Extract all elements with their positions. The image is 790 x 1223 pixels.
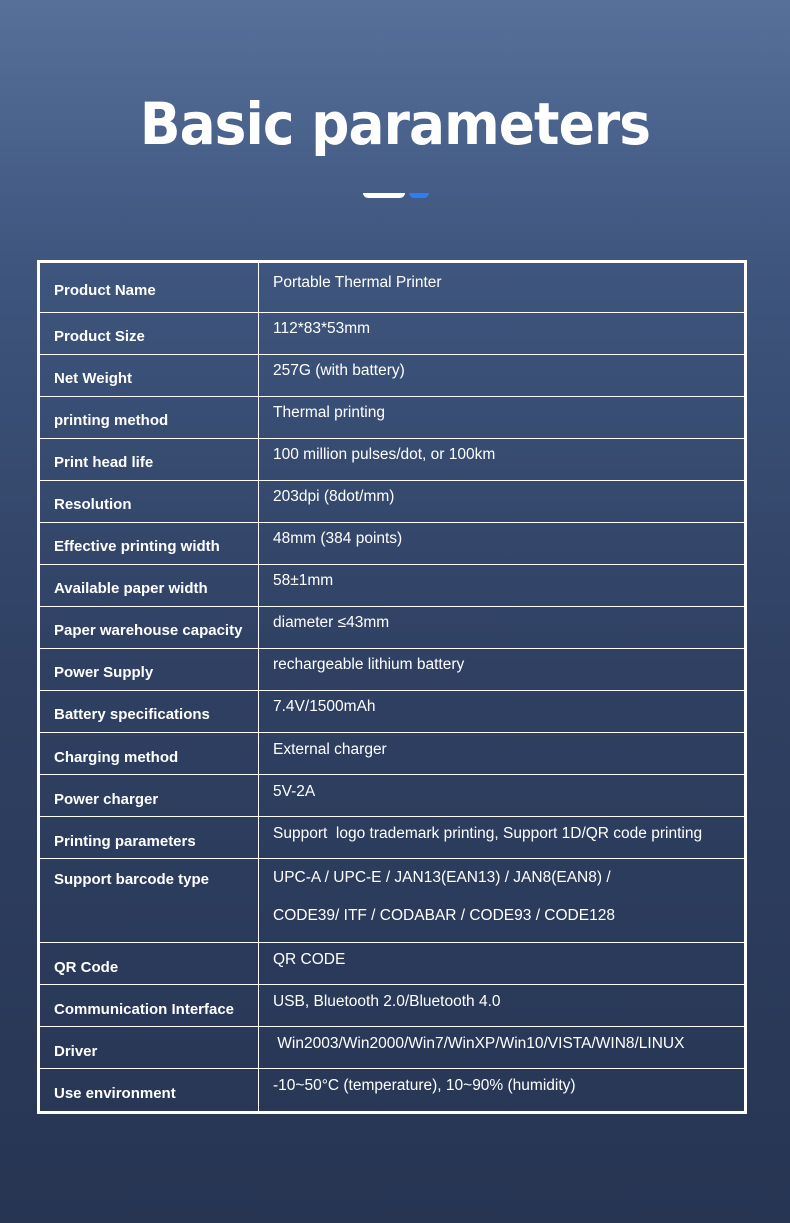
row-label-cell bbox=[40, 396, 259, 438]
row-value: 112*83*53mm bbox=[273, 320, 371, 338]
row-label: Printing parameters bbox=[54, 832, 196, 850]
table-row bbox=[40, 733, 744, 775]
row-value: -10~50°C (temperature), 10~90% (humidity) bbox=[273, 1077, 576, 1095]
row-value-cell bbox=[259, 690, 745, 732]
row-value: 203dpi (8dot/mm) bbox=[273, 488, 395, 506]
row-label: Effective printing width bbox=[54, 538, 220, 556]
row-label-cell bbox=[40, 606, 259, 648]
row-label-cell bbox=[40, 943, 259, 985]
row-label-cell bbox=[40, 775, 259, 817]
divider-segment-blue bbox=[409, 193, 429, 198]
row-label: Driver bbox=[54, 1042, 98, 1060]
table-row bbox=[40, 775, 744, 817]
table-row bbox=[40, 1027, 744, 1069]
row-label-cell bbox=[40, 1069, 259, 1111]
row-value-cell bbox=[259, 943, 745, 985]
page-title: Basic parameters bbox=[139, 90, 651, 158]
row-value: diameter ≤43mm bbox=[273, 614, 390, 632]
title-divider bbox=[363, 193, 429, 199]
row-label-cell bbox=[40, 817, 259, 859]
row-label-cell bbox=[40, 985, 259, 1027]
row-value: 257G (with battery) bbox=[273, 362, 405, 380]
row-label: QR Code bbox=[54, 958, 119, 976]
row-value-cell bbox=[259, 522, 745, 564]
row-label-cell bbox=[40, 438, 259, 480]
row-value: Portable Thermal Printer bbox=[273, 274, 442, 292]
table-row bbox=[40, 522, 744, 564]
row-value-cell bbox=[259, 985, 745, 1027]
row-label-cell bbox=[40, 263, 259, 312]
row-label: Charging method bbox=[54, 748, 179, 766]
row-value: 7.4V/1500mAh bbox=[273, 698, 376, 716]
table-row bbox=[40, 1069, 744, 1111]
row-value: External charger bbox=[273, 740, 387, 758]
row-value-cell bbox=[259, 438, 745, 480]
divider-segment-white bbox=[363, 193, 405, 198]
row-label-cell bbox=[40, 480, 259, 522]
row-value-cell bbox=[259, 480, 745, 522]
row-value-cell bbox=[259, 312, 745, 354]
row-value: 58±1mm bbox=[273, 572, 334, 590]
row-label-cell bbox=[40, 733, 259, 775]
table-row bbox=[40, 263, 744, 312]
row-label-cell bbox=[40, 648, 259, 690]
row-label: Product Size bbox=[54, 328, 145, 346]
parameters-table bbox=[40, 263, 744, 1111]
row-value-continued: CODE39/ ITF / CODABAR / CODE93 / CODE128 bbox=[273, 907, 615, 925]
row-value: 100 million pulses/dot, or 100km bbox=[273, 446, 496, 464]
parameters-table-frame bbox=[37, 260, 747, 1114]
row-value-cell bbox=[259, 606, 745, 648]
row-value: QR CODE bbox=[273, 950, 346, 968]
table-row bbox=[40, 817, 744, 859]
row-label-cell bbox=[40, 1027, 259, 1069]
row-value: 48mm (384 points) bbox=[273, 530, 403, 548]
row-label: Product Name bbox=[54, 282, 156, 300]
row-value-cell bbox=[259, 1069, 745, 1111]
table-row bbox=[40, 985, 744, 1027]
table-row bbox=[40, 312, 744, 354]
row-value: rechargeable lithium battery bbox=[273, 656, 465, 674]
row-value-cell bbox=[259, 733, 745, 775]
row-label-cell bbox=[40, 690, 259, 732]
table-row bbox=[40, 606, 744, 648]
table-row bbox=[40, 396, 744, 438]
row-label: Use environment bbox=[54, 1085, 176, 1103]
row-value: UPC-A / UPC-E / JAN13(EAN13) / JAN8(EAN8) / bbox=[273, 869, 611, 887]
row-label: Power charger bbox=[54, 790, 159, 808]
table-row bbox=[40, 480, 744, 522]
row-value-cell bbox=[259, 775, 745, 817]
table-row bbox=[40, 438, 744, 480]
row-value-cell bbox=[259, 859, 745, 943]
row-label: Communication Interface bbox=[54, 1000, 235, 1018]
row-value-cell bbox=[259, 396, 745, 438]
row-value: 5V-2A bbox=[273, 782, 316, 800]
table-row bbox=[40, 690, 744, 732]
row-label-cell bbox=[40, 522, 259, 564]
row-value-cell bbox=[259, 648, 745, 690]
row-label: Net Weight bbox=[54, 370, 133, 388]
row-label-cell bbox=[40, 859, 259, 943]
row-label: printing method bbox=[54, 412, 169, 430]
table-row bbox=[40, 859, 744, 943]
row-label: Print head life bbox=[54, 454, 154, 472]
row-label-cell bbox=[40, 312, 259, 354]
row-value: USB, Bluetooth 2.0/Bluetooth 4.0 bbox=[273, 992, 501, 1010]
row-value-cell bbox=[259, 354, 745, 396]
row-label: Power Supply bbox=[54, 664, 154, 682]
row-label: Resolution bbox=[54, 496, 132, 514]
row-label: Available paper width bbox=[54, 580, 208, 598]
row-value-cell bbox=[259, 1027, 745, 1069]
row-label: Battery specifications bbox=[54, 706, 210, 724]
table-row bbox=[40, 943, 744, 985]
row-value: Thermal printing bbox=[273, 404, 385, 422]
row-label: Support barcode type bbox=[54, 871, 210, 889]
row-label: Paper warehouse capacity bbox=[54, 622, 243, 640]
row-value-cell bbox=[259, 263, 745, 312]
row-label-cell bbox=[40, 564, 259, 606]
row-value-cell bbox=[259, 817, 745, 859]
row-label-cell bbox=[40, 354, 259, 396]
table-row bbox=[40, 354, 744, 396]
row-value-cell bbox=[259, 564, 745, 606]
table-row bbox=[40, 564, 744, 606]
row-value: Win2003/Win2000/Win7/WinXP/Win10/VISTA/WIN8/LINUX bbox=[273, 1034, 685, 1052]
table-row bbox=[40, 648, 744, 690]
row-value: Support logo trademark printing, Support 1D/QR code printing bbox=[273, 824, 703, 842]
